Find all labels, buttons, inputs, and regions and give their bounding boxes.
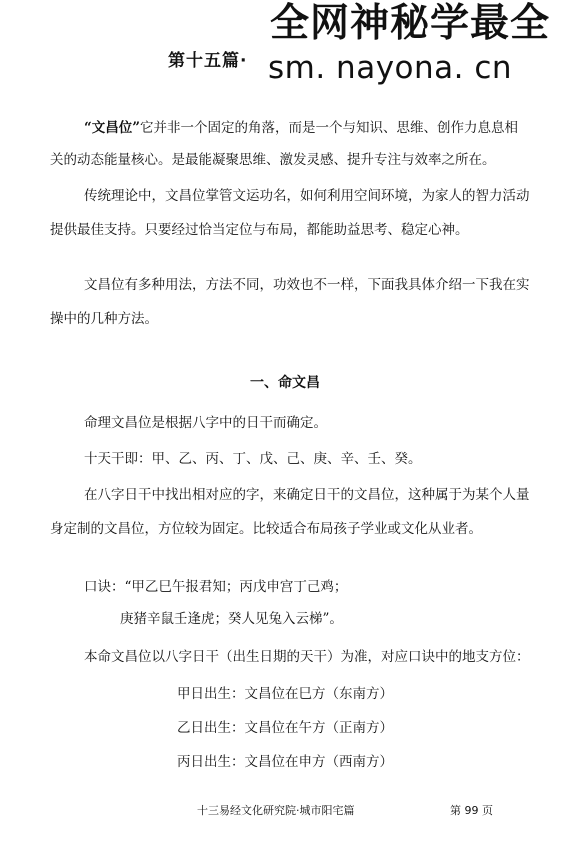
- paragraph-1-line-1: [84, 113, 518, 143]
- paragraph-1-rest: 它并非一个固定的角落，而是一个与知识、思维、创作力息息相: [140, 120, 519, 136]
- page-number: 第 99 页: [450, 804, 493, 817]
- paragraph-1-lead: “文昌位”: [84, 120, 141, 136]
- section-line-3a: 在八字日干中找出相对应的字，来确定日干的文昌位，这种属于为某个人量: [84, 487, 530, 503]
- paragraph-3-line-1: 文昌位有多种用法，方法不同，功效也不一样，下面我具体介绍一下我在实: [84, 277, 530, 293]
- paragraph-3-line-2: 操中的几种方法。: [50, 311, 158, 327]
- section-heading: 一、命文昌: [250, 375, 320, 391]
- list-item: 乙日出生：文昌位在午方（正南方）: [177, 720, 393, 736]
- section-line-3b: 身定制的文昌位，方位较为固定。比较适合布局孩子学业或文化从业者。: [50, 521, 482, 537]
- verse-line-2: 庚猪辛鼠壬逢虎；癸人见兔入云梯”。: [120, 611, 343, 627]
- chapter-title: 第十五篇·: [168, 51, 248, 71]
- watermark: [262, 0, 563, 88]
- paragraph-2-line-1: 传统理论中，文昌位掌管文运功名，如何利用空间环境，为家人的智力活动: [84, 188, 530, 204]
- list-item: 甲日出生：文昌位在巳方（东南方）: [177, 686, 393, 702]
- paragraph-2-line-2: 提供最佳支持。只要经过恰当定位与布局，都能助益思考、稳定心神。: [50, 222, 469, 238]
- paragraph-1-line-2: 关的动态能量核心。是最能凝聚思维、激发灵感、提升专注与效率之所在。: [50, 152, 496, 168]
- watermark-url: sm. nayona. cn: [268, 50, 513, 86]
- list-item: 丙日出生：文昌位在申方（西南方）: [177, 754, 393, 770]
- verse-line-1: 口诀：“甲乙巳午报君知；丙戊申宫丁己鸡；: [84, 579, 348, 595]
- footer-source: 十三易经文化研究院·城市阳宅篇: [197, 804, 355, 817]
- section-line-2: 十天干即：甲、乙、丙、丁、戊、己、庚、辛、壬、癸。: [84, 451, 422, 467]
- watermark-text: 全网神秘学最全: [270, 1, 551, 46]
- section-line-1: 命理文昌位是根据八字中的日干而确定。: [84, 415, 327, 431]
- section-line-4: 本命文昌位以八字日干（出生日期的天干）为准，对应口诀中的地支方位：: [84, 649, 530, 665]
